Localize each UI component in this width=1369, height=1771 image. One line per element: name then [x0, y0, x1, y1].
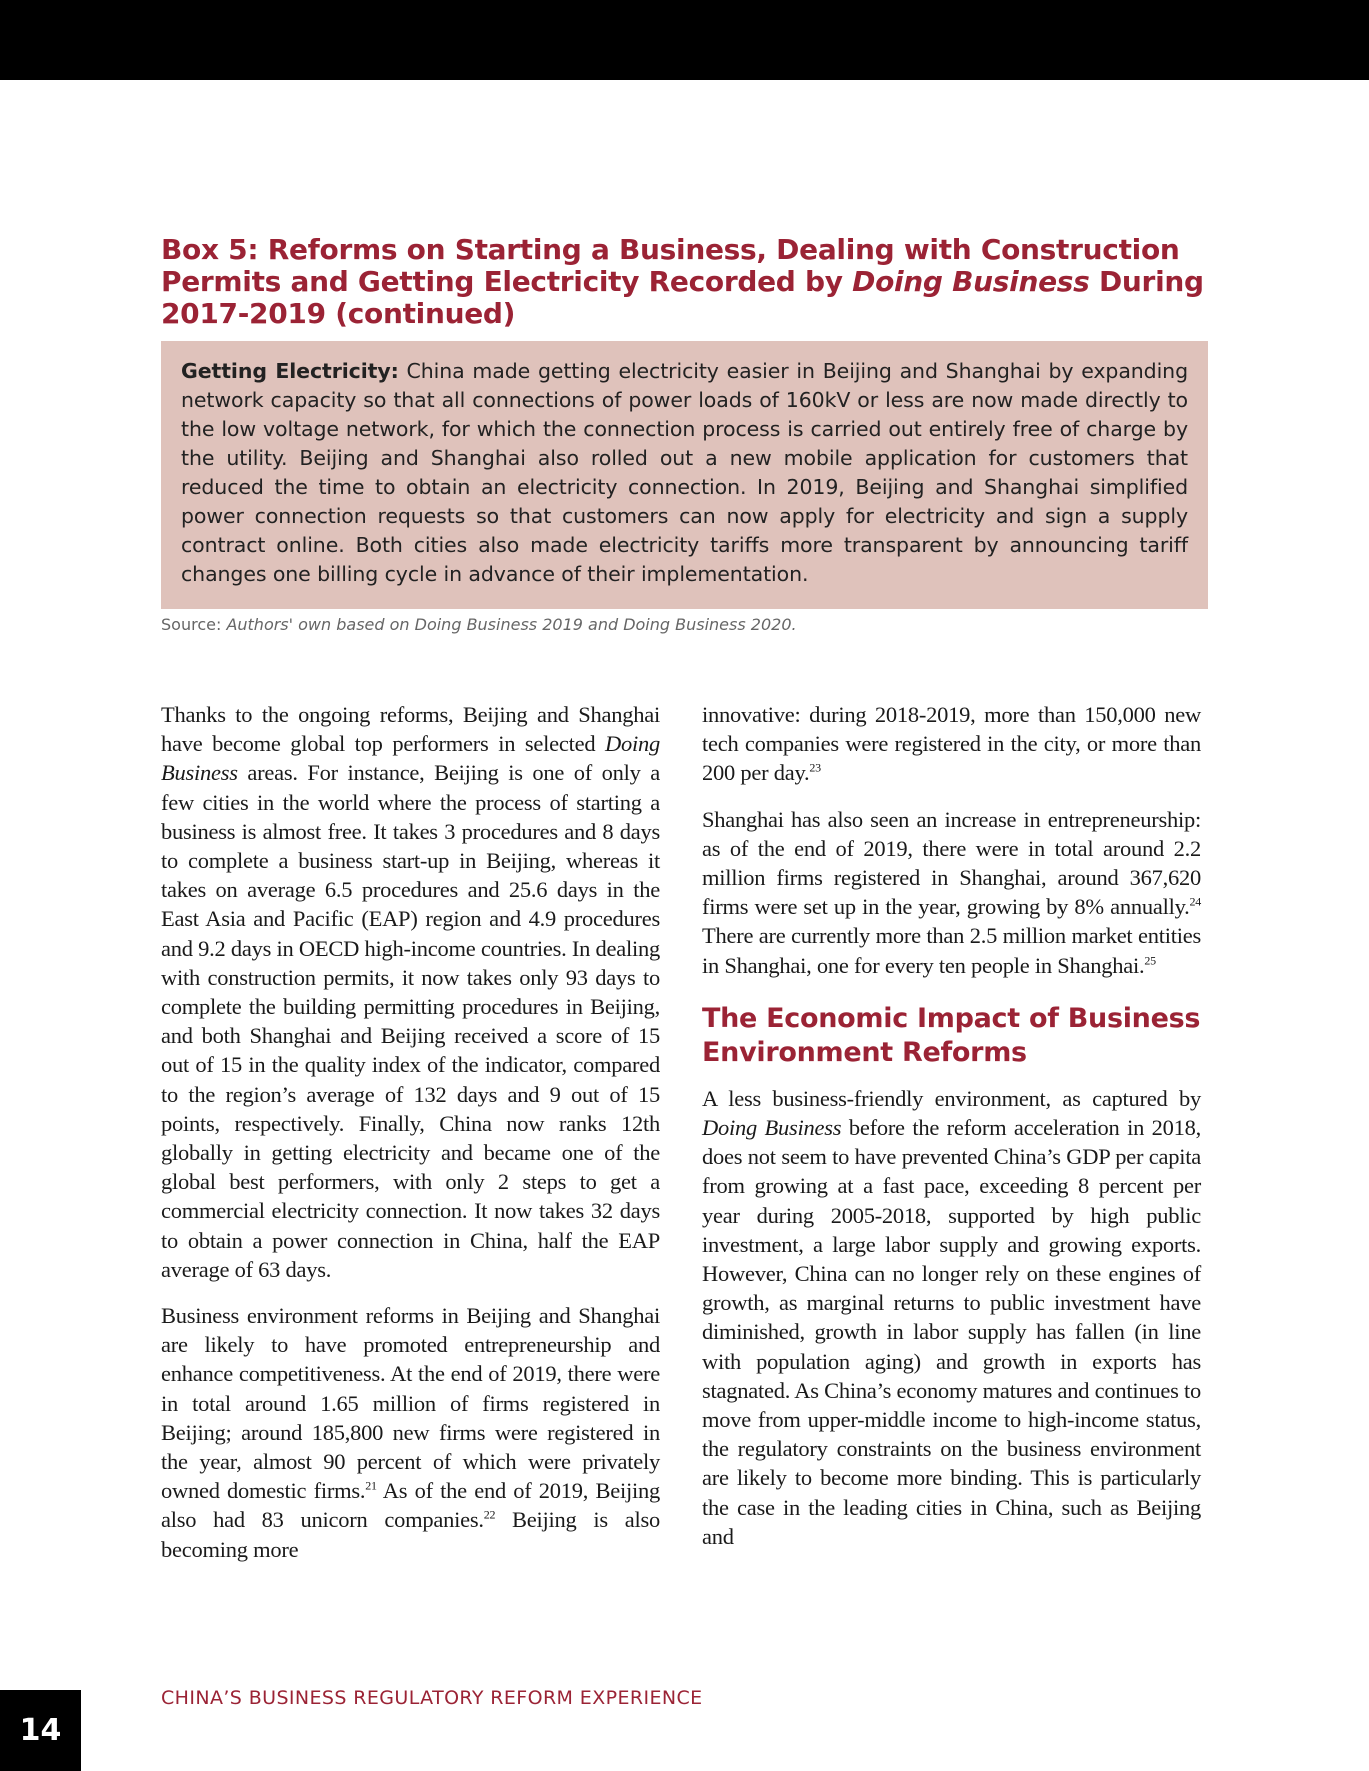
right-p2-text-b: There are currently more than 2.5 million market entities in Shanghai, one for every ten people in Shanghai. — [702, 923, 1201, 978]
right-paragraph-3 — [702, 1084, 1201, 1551]
box-title-part2: During 2017-2019 (continued) — [161, 265, 1204, 330]
left-p2-text-c: Beijing is also becoming more — [161, 1507, 660, 1562]
box-text — [181, 357, 1188, 589]
source-note — [161, 615, 1161, 635]
right-paragraph-1 — [702, 700, 1201, 788]
box-title-part1: Box 5: Reforms on Starting a Business, Dealing with Construction Permits and Getting Electricity Recorded by — [161, 233, 1180, 298]
left-paragraph-2 — [161, 1301, 660, 1564]
box-title — [161, 234, 1211, 330]
left-column — [161, 700, 660, 1581]
source-label: Source: — [161, 615, 227, 634]
right-p2-text-a: Shanghai has also seen an increase in entrepreneurship: as of the end of 2019, there were in total around 2.2 million firms registered in Shanghai, around 367,620 firms were set up in the year, growing by 8% annually. — [702, 806, 1201, 920]
right-column — [702, 700, 1201, 1568]
getting-electricity-box — [161, 341, 1208, 609]
left-p2-text-a: Business environment reforms in Beijing and Shanghai are likely to have promoted entrepreneurship and enhance competitiveness. At the end of 2019, there were in total around 1.65 million of firms registered in Beijing; around 185,800 new firms were registered in the year, almost 90 percent of which were privately owned domestic firms. — [161, 1303, 660, 1504]
footnote-ref-22[interactable]: 22 — [483, 1507, 496, 1522]
left-p1-text-b: areas. For instance, Beijing is one of only a few cities in the world where the process of starting a business is almost free. It takes 3 procedures and 8 days to complete a business start-up in Beijing, whereas it takes on average 6.5 procedures and 25.6 days in the East Asia and Pacific (EAP) region and 4.9 procedures and 9.2 days in OECD high-income countries. In dealing with construction permits, it now takes only 93 days to complete the building permitting procedures in Beijing, and both Shanghai and Beijing received a score of 15 out of 15 in the quality index of the indicator, compared to the region’s average of 132 days and 9 out of 15 points, respectively. Finally, China now ranks 12th globally in getting electricity and became one of the global best performers, with only 2 steps to get a commercial electricity connection. It now takes 32 days to obtain a power connection in China, half the EAP average of 63 days. — [161, 760, 660, 1282]
footnote-ref-24[interactable]: 24 — [1189, 894, 1201, 909]
page-number: 14 — [0, 1690, 81, 1771]
footnote-ref-23[interactable]: 23 — [809, 760, 821, 775]
right-p3-text-b: before the reform acceleration in 2018, does not seem to have prevented China’s GDP per capita from growing at a fast pace, exceeding 8 percent per year during 2005-2018, supported by high public investment, a large labor supply and growing exports. However, China can no longer rely on these engines of growth, as marginal returns to public investment have diminished, growth in labor supply has fallen (in line with population aging) and growth in exports has stagnated. As China’s economy matures and continues to move from upper-middle income to high-income status, the regulatory constraints on the business environment are likely to become more binding. This is particularly the case in the leading cities in China, such as Beijing and — [702, 1115, 1201, 1549]
footnote-ref-21[interactable]: 21 — [365, 1478, 377, 1493]
box-body: China made getting electricity easier in Beijing and Shanghai by expanding network capacity so that all connections of power loads of 160kV or less are now made directly to the low voltage network, for which the connection process is carried out entirely free of charge by the utility. Beijing and Shanghai also rolled out a new mobile application for customers that reduced the time to obtain an electricity connection. In 2019, Beijing and Shanghai simplified power connection requests so that customers can now apply for electricity and sign a supply contract online. Both cities also made electricity tariffs more transparent by announcing tariff changes one billing cycle in advance of their implementation. — [181, 359, 1188, 586]
section-heading: The Economic Impact of Business Environment Reforms — [702, 1002, 1201, 1068]
left-p1-text-a: Thanks to the ongoing reforms, Beijing and Shanghai have become global top performers in selected — [161, 702, 660, 757]
source-text: Authors' own based on Doing Business 2019 and Doing Business 2020. — [226, 615, 797, 634]
left-paragraph-1 — [161, 700, 660, 1284]
right-p1-text: innovative: during 2018-2019, more than 150,000 new tech companies were registered in the city, or more than 200 per day. — [702, 702, 1201, 786]
left-p2-text-b: As of the end of 2019, Beijing also had 83 unicorn companies. — [161, 1478, 660, 1533]
right-p3-text-a: A less business-friendly environment, as captured by — [702, 1085, 1201, 1111]
left-p1-italic: Doing Business — [161, 731, 660, 786]
right-p3-italic: Doing Business — [702, 1115, 842, 1141]
top-black-bar — [0, 0, 1369, 80]
box-title-italic: Doing Business — [852, 265, 1090, 298]
right-paragraph-2 — [702, 805, 1201, 980]
running-title: CHINA’S BUSINESS REGULATORY REFORM EXPERIENCE — [161, 1687, 703, 1709]
footnote-ref-25[interactable]: 25 — [1144, 953, 1156, 968]
box-label: Getting Electricity: — [181, 359, 399, 383]
